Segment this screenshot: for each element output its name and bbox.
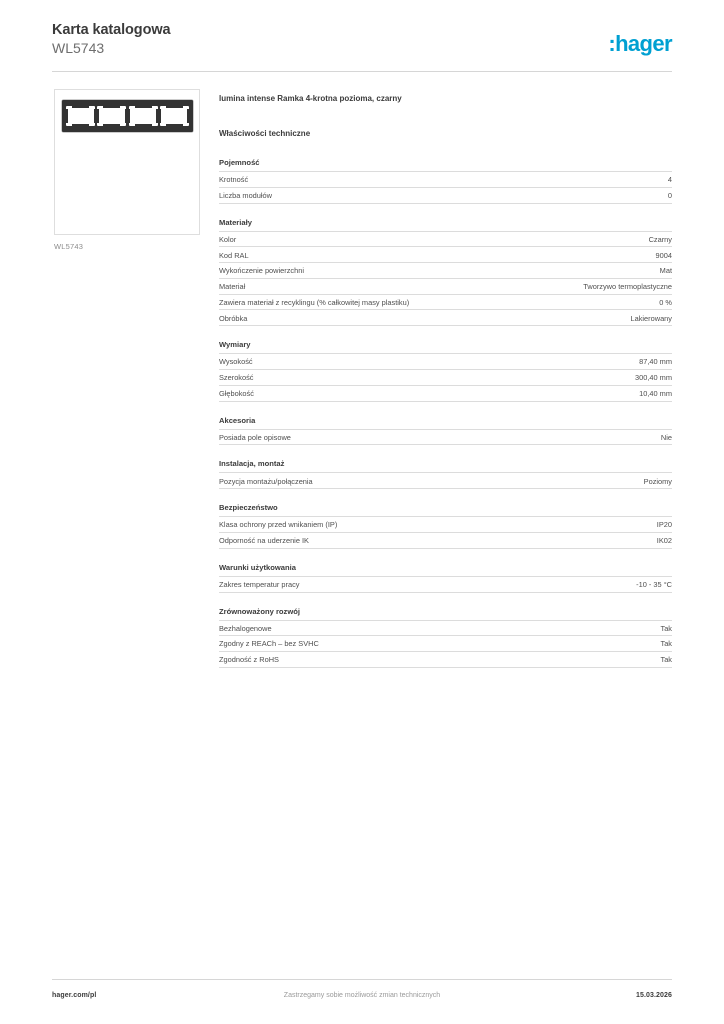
spec-section-title: Akcesoria: [219, 415, 256, 425]
spec-value: Lakierowany: [630, 313, 672, 323]
spec-value: 10,40 mm: [639, 389, 672, 398]
spec-section: [219, 607, 672, 668]
spec-label: Wysokość: [219, 357, 253, 367]
spec-section: [219, 503, 672, 549]
specification-sections: [219, 158, 672, 668]
specifications-heading: Właściwości techniczne: [219, 129, 311, 138]
spec-section-title: Wymiary: [219, 340, 251, 350]
spec-value: 0 %: [659, 297, 672, 307]
spec-value: IK02: [656, 536, 672, 546]
spec-value: 4: [667, 175, 672, 185]
product-name: lumina intense Ramka 4-krotna pozioma, czarny: [219, 94, 402, 103]
spec-row: [219, 294, 672, 310]
spec-section: [219, 340, 672, 401]
spec-section-title: Warunki użytkowania: [219, 562, 296, 572]
spec-label: Materiał: [219, 282, 246, 292]
spec-row: [219, 429, 672, 446]
spec-label: Posiada pole opisowe: [219, 432, 291, 442]
spec-label: Kod RAL: [219, 250, 249, 260]
frame-cell: [129, 106, 158, 126]
page-subtitle-reference: WL5743: [52, 40, 105, 56]
spec-row: [219, 472, 672, 489]
spec-row: [219, 516, 672, 532]
spec-section-title: Bezpieczeństwo: [219, 503, 278, 513]
spec-value: Tak: [660, 639, 672, 649]
spec-section-title: Materiały: [219, 217, 252, 227]
header-divider: [52, 71, 672, 72]
spec-value: IP20: [656, 520, 672, 530]
spec-row: [219, 231, 672, 247]
spec-label: Klasa ochrony przed wnikaniem (IP): [219, 520, 338, 530]
spec-row: [219, 246, 672, 262]
product-frame-graphic: [62, 100, 193, 132]
spec-row: [219, 576, 672, 593]
spec-value: 300,40 mm: [635, 373, 672, 383]
spec-value: Mat: [659, 266, 672, 276]
product-image: [54, 89, 200, 235]
spec-label: Zgodny z REACh – bez SVHC: [219, 639, 319, 649]
spec-label: Zakres temperatur pracy: [219, 579, 300, 589]
spec-label: Odporność na uderzenie IK: [219, 536, 309, 546]
spec-label: Zgodność z RoHS: [219, 655, 279, 665]
spec-value: Tworzywo termoplastyczne: [583, 282, 672, 292]
footer-divider: [52, 979, 672, 980]
spec-label: Zawiera materiał z recyklingu (% całkowitej masy plastiku): [219, 297, 410, 307]
page-title: Karta katalogowa: [52, 22, 171, 38]
frame-cell: [97, 106, 126, 126]
spec-row: [219, 278, 672, 294]
spec-row: [219, 309, 672, 326]
spec-section: [219, 218, 672, 327]
specifications-panel: [219, 93, 672, 668]
spec-row: [219, 369, 672, 385]
spec-label: Szerokość: [219, 373, 254, 383]
spec-value: Tak: [660, 655, 672, 665]
product-image-caption: WL5743: [54, 242, 84, 251]
spec-value: 9004: [655, 250, 672, 260]
spec-section: [219, 563, 672, 593]
spec-section-title: Pojemność: [219, 158, 260, 167]
spec-value: Czarny: [648, 234, 672, 244]
page-header: [52, 22, 672, 66]
spec-value: 0: [667, 190, 672, 200]
spec-value: Tak: [660, 623, 672, 633]
spec-row: [219, 171, 672, 187]
spec-section: [219, 416, 672, 446]
spec-row: [219, 262, 672, 278]
spec-row: [219, 385, 672, 402]
spec-section: [219, 158, 672, 204]
spec-label: Obróbka: [219, 313, 248, 323]
spec-row: [219, 651, 672, 668]
page-footer: [52, 992, 672, 1006]
frame-cell: [66, 106, 95, 126]
spec-label: Wykończenie powierzchni: [219, 266, 304, 276]
spec-row: [219, 635, 672, 651]
spec-section-title: Instalacja, montaż: [219, 459, 285, 469]
spec-value: -10 - 35 °C: [636, 579, 672, 589]
spec-row: [219, 532, 672, 549]
spec-label: Pozycja montażu/połączenia: [219, 476, 313, 486]
spec-label: Liczba modułów: [219, 190, 272, 200]
spec-value: Nie: [660, 432, 672, 442]
spec-row: [219, 187, 672, 204]
spec-label: Krotność: [219, 175, 249, 185]
spec-label: Bezhalogenowe: [219, 623, 272, 633]
spec-row: [219, 353, 672, 369]
spec-label: Głębokość: [219, 389, 254, 398]
spec-section-title: Zrównoważony rozwój: [219, 606, 300, 616]
spec-section: [219, 459, 672, 489]
spec-row: [219, 620, 672, 636]
spec-value: 87,40 mm: [639, 357, 672, 367]
footer-website-link[interactable]: hager.com/pl: [52, 992, 97, 999]
hager-logo: :hager: [608, 31, 672, 56]
frame-cell: [160, 106, 189, 126]
product-image-panel: [54, 89, 200, 251]
footer-disclaimer: Zastrzegamy sobie możliwość zmian technicznych: [283, 992, 441, 999]
footer-date: 15.03.2026: [635, 992, 672, 999]
spec-value: Poziomy: [643, 476, 672, 486]
spec-label: Kolor: [219, 234, 237, 244]
